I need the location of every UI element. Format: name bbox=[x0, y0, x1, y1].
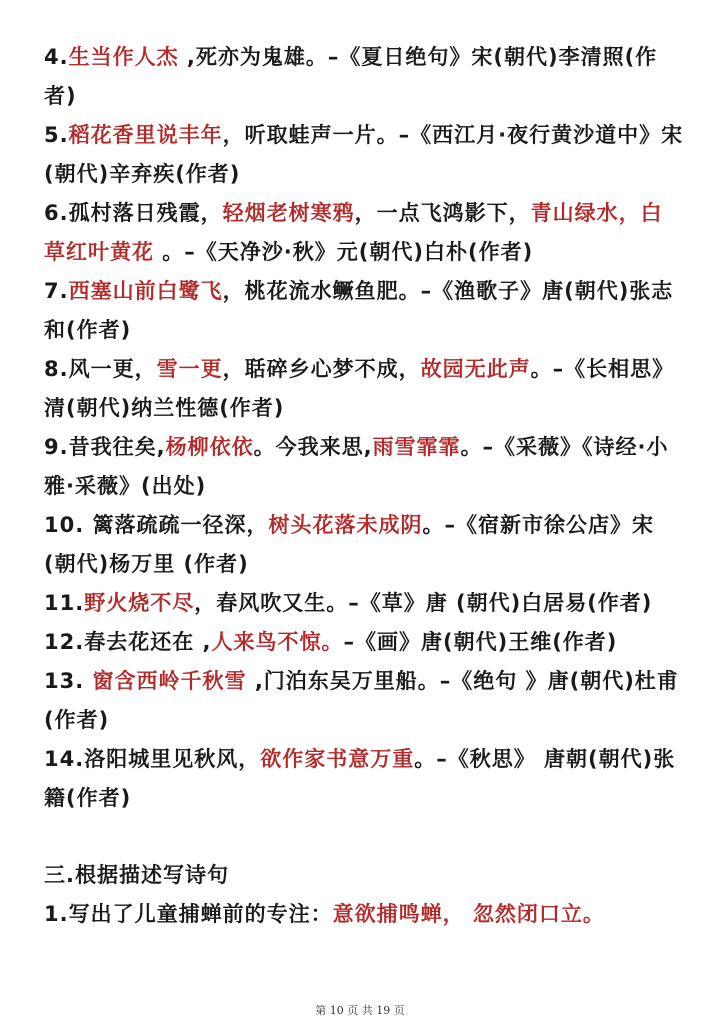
item-text: 。–《秋思》 唐朝(朝代)张籍(作者) bbox=[44, 747, 676, 810]
item-text: 。–《天净沙·秋》元(朝代)白朴(作者) bbox=[154, 240, 534, 264]
question-item bbox=[44, 895, 684, 934]
highlighted-verse: 青山绿水，白草红叶黄花 bbox=[44, 201, 663, 264]
highlighted-verse: 雨雪霏霏 bbox=[372, 435, 461, 459]
document-page bbox=[44, 38, 684, 934]
highlighted-verse: 窗含西岭千秋雪 bbox=[92, 669, 247, 693]
item-text: 。–《宿新市徐公店》宋(朝代)杨万里 (作者) bbox=[44, 513, 655, 576]
highlighted-verse: 人来鸟不惊。 bbox=[211, 630, 344, 654]
item-text: ,门泊东吴万里船。–《绝句 》唐(朝代)杜甫(作者) bbox=[44, 669, 679, 732]
poem-item bbox=[44, 194, 684, 272]
item-text: –《画》唐(朝代)王维(作者) bbox=[343, 630, 618, 654]
item-text: ,死亦为鬼雄。–《夏日绝句》宋(朝代)李清照(作者) bbox=[44, 45, 658, 108]
item-text: 10. 篱落疏疏一径深， bbox=[44, 513, 269, 537]
item-text: ，春风吹又生。–《草》唐 (朝代)白居易(作者) bbox=[194, 591, 653, 615]
highlighted-verse: 生当作人杰 bbox=[68, 45, 179, 69]
item-text: 7. bbox=[44, 279, 69, 303]
poem-item bbox=[44, 272, 684, 350]
highlighted-verse: 西塞山前白鹭飞 bbox=[68, 279, 223, 303]
item-text: 13. bbox=[44, 669, 93, 693]
poem-item bbox=[44, 428, 684, 506]
item-text: 。–《长相思》清(朝代)纳兰性德(作者) bbox=[44, 357, 675, 420]
section-question-list bbox=[44, 895, 684, 934]
item-text: 8.风一更， bbox=[44, 357, 157, 381]
item-text: 11. bbox=[44, 591, 85, 615]
poem-item bbox=[44, 506, 684, 584]
highlighted-verse: 雪一更 bbox=[156, 357, 223, 381]
section-heading: 三.根据描述写诗句 bbox=[44, 863, 229, 887]
page-footer: 第 10 页 共 19 页 bbox=[315, 1004, 405, 1017]
poem-item bbox=[44, 350, 684, 428]
poem-list bbox=[44, 38, 684, 818]
item-text: ，聒碎乡心梦不成， bbox=[222, 357, 421, 381]
item-text: ，一点飞鸿影下， bbox=[354, 201, 531, 225]
item-text: 。今我来思, bbox=[253, 435, 373, 459]
item-text: 9.昔我往矣, bbox=[44, 435, 166, 459]
poem-item bbox=[44, 623, 684, 662]
highlighted-verse: 稻花香里说丰年 bbox=[68, 123, 223, 147]
highlighted-verse: 故园无此声 bbox=[420, 357, 531, 381]
item-text: 14.洛阳城里见秋风， bbox=[44, 747, 261, 771]
item-text: ，听取蛙声一片。–《西江月·夜行黄沙道中》宋(朝代)辛弃疾(作者) bbox=[44, 123, 684, 186]
poem-item bbox=[44, 38, 684, 116]
highlighted-verse: 杨柳依依 bbox=[165, 435, 254, 459]
poem-item bbox=[44, 662, 684, 740]
highlighted-verse: 野火烧不尽 bbox=[84, 591, 195, 615]
poem-item bbox=[44, 740, 684, 818]
highlighted-verse: 意欲捕鸣蝉， 忽然闭口立。 bbox=[332, 902, 605, 926]
item-text: 。–《采薇》《诗经·小雅·采薇》(出处) bbox=[44, 435, 669, 498]
item-text: 5. bbox=[44, 123, 69, 147]
item-text: 4. bbox=[44, 45, 69, 69]
item-text: ，桃花流水鳜鱼肥。–《渔歌子》唐(朝代)张志和(作者) bbox=[44, 279, 674, 342]
poem-item bbox=[44, 584, 684, 623]
highlighted-verse: 轻烟老树寒鸦 bbox=[222, 201, 355, 225]
item-text: 6.孤村落日残霞， bbox=[44, 201, 223, 225]
item-text: 1.写出了儿童捕蝉前的专注： bbox=[44, 902, 333, 926]
item-text: 12.春去花还在 , bbox=[44, 630, 212, 654]
highlighted-verse: 树头花落未成阴 bbox=[268, 513, 423, 537]
highlighted-verse: 欲作家书意万重 bbox=[260, 747, 415, 771]
poem-item bbox=[44, 116, 684, 194]
